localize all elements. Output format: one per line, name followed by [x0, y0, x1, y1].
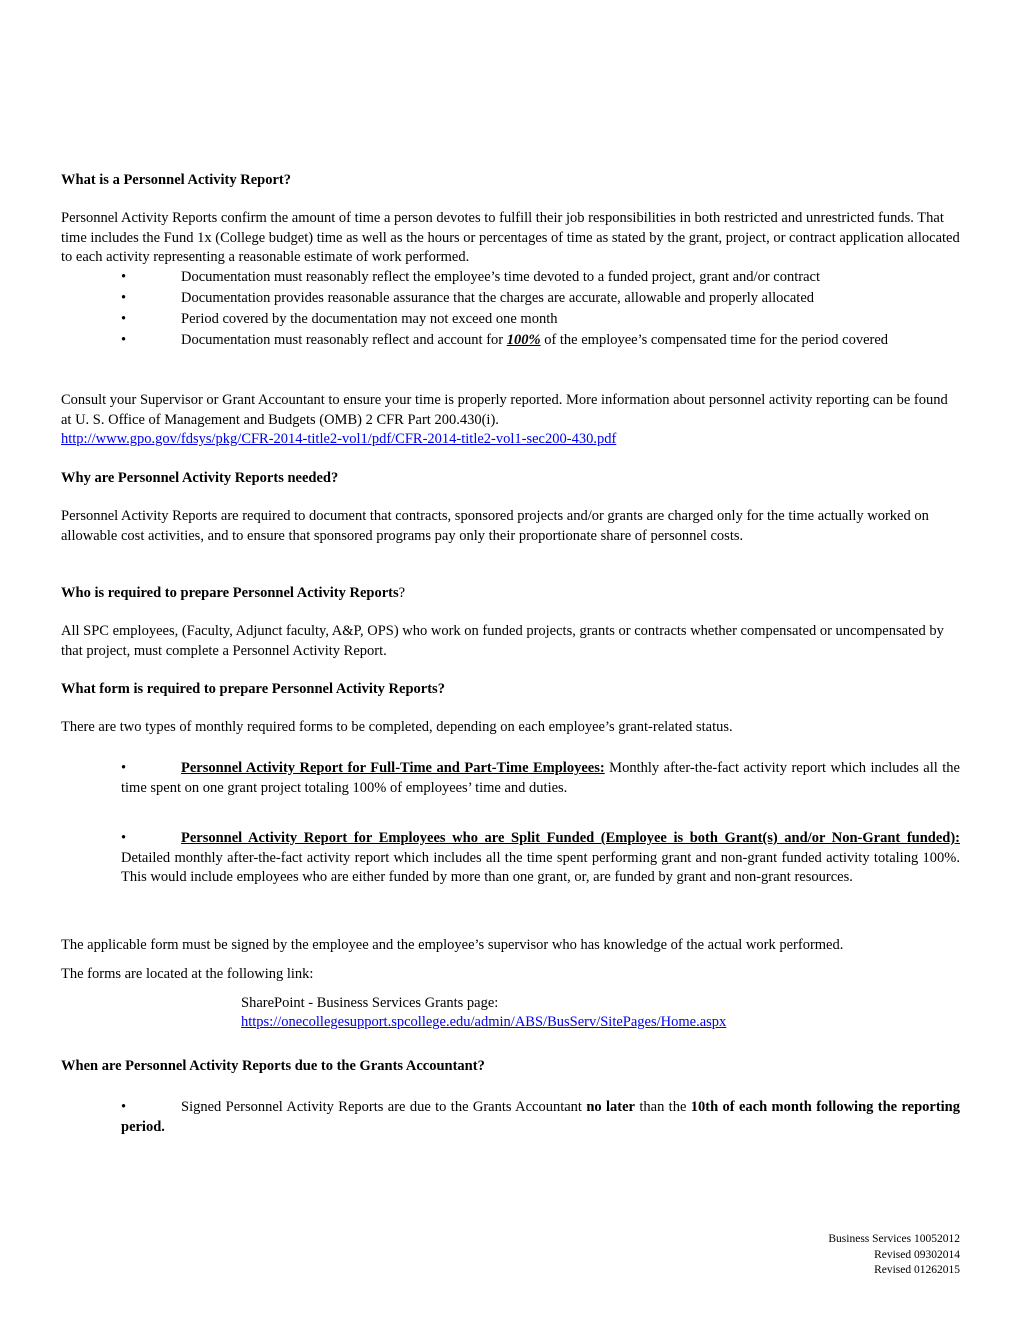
footer-line: Revised 09302014: [874, 1248, 960, 1261]
sharepoint-link[interactable]: https://onecollegesupport.spcollege.edu/admin/ABS/BusServ/SitePages/Home.aspx: [241, 1014, 727, 1030]
bullet-icon: •: [121, 332, 127, 348]
paragraph-what-form: There are two types of monthly required forms to be completed, depending on each employee’s grant-related status.: [61, 719, 733, 735]
paragraph-signed: The applicable form must be signed by the employee and the employee’s supervisor who has knowledge of the actual work performed.: [61, 937, 844, 953]
list-item: • Documentation must reasonably reflect the employee’s time devoted to a funded project, grant and/or contract: [121, 268, 960, 288]
paragraph-who-required: All SPC employees, (Faculty, Adjunct faculty, A&P, OPS) who work on funded projects, grants or contracts whether compensated or uncompensated by that project, must complete a Personnel Activity Report.: [61, 623, 944, 659]
bullet-icon: •: [121, 311, 127, 327]
footer-line: Business Services 10052012: [828, 1233, 960, 1245]
list-item: • Personnel Activity Report for Employees who are Split Funded (Employee is both Grant(s) and/or Non-Grant funded): Detailed monthly after-the-fact activity report which includes all the time spent performing grant and non-grant funded activity totaling 100%. This would include employees who are either funded by more than one grant, or, are funded by grant and non-grant resources.: [121, 830, 960, 885]
paragraph-consult: Consult your Supervisor or Grant Accountant to ensure your time is properly reported. More information about personnel activity reporting can be found at U. S. Office of Management and Budgets (OMB) 2 CFR Part 200.430(i).: [61, 392, 948, 428]
bullet-due-date: [121, 1098, 960, 1137]
heading-who-required: Who is required to prepare Personnel Activity Reports?: [61, 585, 406, 601]
heading-why-needed: Why are Personnel Activity Reports needed?: [61, 470, 339, 486]
paragraph-what-is: Personnel Activity Reports confirm the amount of time a person devotes to fulfill their job responsibilities in both restricted and unrestricted funds. That time includes the Fund 1x (College budget) time as well as the hours or percentages of time as stated by the grant, project, or contract application allocated to each activity representing a reasonable estimate of work performed.: [61, 210, 960, 265]
heading-what-form: What form is required to prepare Personnel Activity Reports?: [61, 681, 445, 697]
bullet-icon: •: [121, 269, 127, 285]
emphasis-100-percent: 100%: [506, 332, 541, 348]
revision-footer: [828, 1232, 960, 1279]
list-item: • Documentation must reasonably reflect and account for 100% of the employee’s compensated time for the period covered: [121, 331, 960, 351]
cfr-link[interactable]: http://www.gpo.gov/fdsys/pkg/CFR-2014-title2-vol1/pdf/CFR-2014-title2-vol1-sec200-430.pdf: [61, 431, 617, 447]
bullet-icon: •: [121, 760, 127, 776]
heading-what-is: What is a Personnel Activity Report?: [61, 172, 291, 188]
paragraph-why-needed: Personnel Activity Reports are required to document that contracts, sponsored projects and/or grants are charged only for the time actually worked on allowable cost activities, and to ensure that sponsored programs pay only their proportionate share of personnel costs.: [61, 508, 929, 544]
list-item: • Signed Personnel Activity Reports are due to the Grants Accountant no later than the 10th of each month following the reporting period.: [121, 1099, 960, 1135]
list-item: • Period covered by the documentation may not exceed one month: [121, 310, 960, 330]
form-title-split-funded: Personnel Activity Report for Employees who are Split Funded (Employee is both Grant(s) and/or Non-Grant funded):: [181, 830, 960, 846]
bullet-form-full-time: [121, 759, 960, 798]
bullet-list-documentation: [121, 268, 960, 351]
sharepoint-label: SharePoint - Business Services Grants page:: [241, 995, 499, 1011]
bullet-icon: •: [121, 290, 127, 306]
bullet-form-split-funded: [121, 829, 960, 888]
cfr-link-wrapper: [61, 430, 960, 450]
paragraph-forms-located: The forms are located at the following link:: [61, 966, 314, 982]
heading-when-due: When are Personnel Activity Reports due to the Grants Accountant?: [61, 1058, 485, 1074]
footer-line: Revised 01262015: [874, 1264, 960, 1276]
list-item: • Personnel Activity Report for Full-Time and Part-Time Employees: Monthly after-the-fact activity report which includes all the time spent on one grant project totaling 100% of employees’ time and duties.: [121, 760, 960, 796]
list-item: • Documentation provides reasonable assurance that the charges are accurate, allowable and properly allocated: [121, 289, 960, 309]
bullet-icon: •: [121, 1099, 127, 1115]
form-title-full-time: Personnel Activity Report for Full-Time and Part-Time Employees:: [181, 760, 605, 776]
sharepoint-link-wrapper: [241, 1013, 960, 1033]
bullet-icon: •: [121, 830, 127, 846]
